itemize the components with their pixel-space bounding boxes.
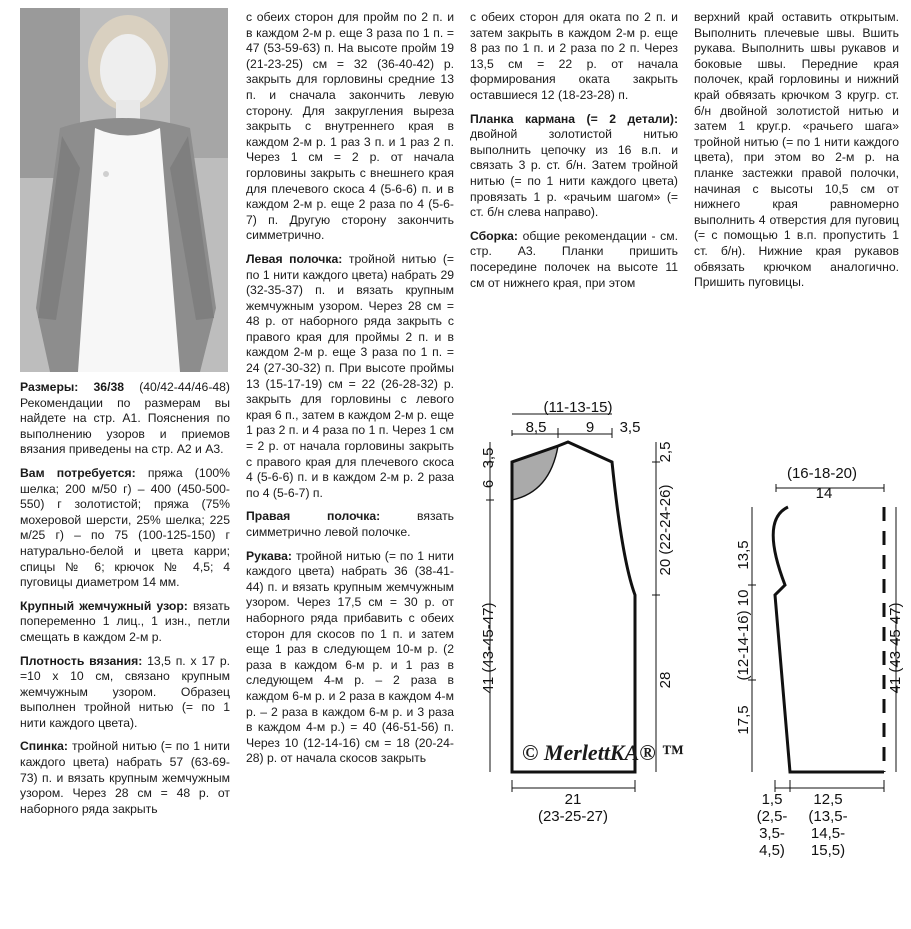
sizes-main: 36/38	[93, 380, 125, 394]
materials-label: Вам потребуется:	[20, 465, 136, 480]
pocket-paragraph	[470, 112, 678, 221]
gauge-paragraph	[20, 654, 230, 732]
sizes-label: Размеры:	[20, 380, 79, 394]
back-paragraph	[20, 739, 230, 817]
sleeve-top-label: (16-18-20)	[786, 465, 858, 482]
back-label: Спинка:	[20, 739, 68, 754]
left-6-label: 6	[480, 479, 497, 489]
pattern-paragraph	[20, 599, 230, 646]
bottom-21b-label: (23-25-27)	[537, 808, 609, 825]
pattern-diagram	[460, 380, 911, 924]
materials-text: пряжа (100% шелка; 200 м/50 г) – 400 (450-500-550) г золотистой; пряжа (75% мохеровой шерсти, 25% шелка; 225 м/25 г) – по 75 (100-125-150) г натурально-белой и цвета карри; спицы № 6; крючок № 4,5; 4 пуговицы диаметром 14 мм.	[20, 465, 230, 590]
neck-a-label: 8,5	[525, 419, 547, 436]
sleeves-text: тройной нитью (= по 1 нити каждого цвета) набрать 36 (38-41-44) п. и вязать крупным жемчужным узором. Через 17,5 см = 30 р. от наборного ряда прибавить с обеих сторон для скосов по 1 п. и затем еще 1 раз в следующем 10-м р. (2 раза в каждом 6-м р. и 1 раз в следующем 4-м р. – 2 раза в каждом 6-м р. и 2 раза в каждом 4-м р. – 2 раза в каждом 6-м р. и 3 раза в каждом 4-м р.) = 40 (46-51-56) п. Через 10 (12-14-16) см = 18 (20-24-28) р. от начала скосов закрыть	[246, 548, 454, 766]
sleeve-b2-label: 12,5	[813, 791, 843, 808]
neck-c-label: 3,5	[619, 419, 641, 436]
right-20-label: 20 (22-24-26)	[657, 484, 674, 576]
sleeve-outline	[773, 507, 884, 772]
sleeve-10-label: (12-14-16) 10	[735, 589, 752, 681]
right-28-label: 28	[657, 671, 674, 689]
bottom-21-label: 21	[564, 791, 582, 808]
assembly-continued: верхний край оставить открытым. Выполнить плечевые швы. Вшить рукава. Выполнить швы рукавов и боковые швы. Передние края полочек, край горловины и нижний край обвязать крючком 3 кругр. ст. б/н двойной золотистой нитью и затем 1 круг.р. «рачьего шага» тройной нитью (= по 1 нити каждого цвета), при этом во 2-м р. на планке застежки правой полочки, начиная с высоты 10,5 см от нижнего края равномерно выполнить 4 отверстия для пуговиц (= с помощью 1 в.п. пропустить 1 ст. б/н). Нижние края рукавов обвязать крючком аналогично. Пришить пуговицы.	[694, 10, 899, 290]
gauge-text: 13,5 п. x 17 р. =10 x 10 см, связано крупным жемчужным узором. Образец выполнен тройной нитью (= по 1 нити каждого цвета).	[20, 653, 230, 730]
left-35-label: 3,5	[480, 447, 497, 469]
column-2	[246, 10, 454, 775]
right-front-text: вязать симметрично левой полочке.	[246, 509, 454, 539]
sleeve-135-label: 13,5	[735, 540, 752, 570]
back-text: тройной нитью (= по 1 нити каждого цвета) набрать 57 (63-69-73) п. и вязать крупным жемчужным узором. Через 28 см = 48 р. от наборного ряда закрыть	[20, 739, 230, 816]
assembly-paragraph	[470, 229, 678, 291]
sleeves-label: Рукава:	[246, 548, 292, 563]
sleeves-paragraph	[246, 549, 454, 767]
sleeve-41-label: 41 (43-45-47)	[887, 602, 904, 694]
column-4	[694, 10, 899, 299]
sleeve-schematic	[773, 507, 884, 772]
column-1	[20, 380, 230, 825]
materials-paragraph	[20, 466, 230, 591]
model-photo	[20, 8, 228, 372]
sleeve-b1-label: 1,5	[761, 791, 783, 808]
left-front-text: тройной нитью (= по 1 нити каждого цвета) набрать 29 (32-35-37) п. и вязать крупным жемчужным узором. Через 28 см = 48 р. от наборного ряда закрыть с правого края для проймы 2 п. и в каждом 2-м р. еще 3 раза по 1 п. = 24 (27-30-32) п. При высоте проймы 13 (15-17-19) см = 22 (26-28-32) р. закрыть для горловины с левого края 6 п., затем в каждом 2-м р. еще 1 раз 2 п. и 4 раза по 1 п. Через 1 см = 2 р. от начала горловины закрыть с правого края для плечевого скоса 4 (5-6-6) п. и в каждом 2-м р. 2 раза по 4 (5-6-7) п.	[246, 251, 454, 500]
sleeve-b2a-label: (13,5-	[808, 808, 848, 825]
sleeve-175-label: 17,5	[735, 705, 752, 735]
assembly-text: общие рекомендации - см. стр. А3. Планки пришить посередине полочек на высоте 11 см от нижнего края, при этом	[470, 228, 679, 290]
pocket-label: Планка кармана (= 2 детали):	[470, 111, 678, 126]
sizes-rest: (40/42-44/46-48)	[139, 380, 230, 394]
assembly-label: Сборка:	[470, 228, 518, 243]
left-front-label: Левая полочка:	[246, 251, 343, 266]
column-3	[470, 10, 678, 299]
sleeve-b1a-label: (2,5-	[756, 808, 788, 825]
sleeve-b1b-label: 3,5-	[759, 825, 785, 842]
left-front-paragraph	[246, 252, 454, 502]
neck-total-label: (11-13-15)	[543, 399, 613, 416]
body-schematic	[512, 442, 635, 772]
sleeve-b2c-label: 15,5)	[810, 842, 846, 859]
pattern-label: Крупный жемчужный узор:	[20, 598, 188, 613]
sizes-paragraph	[20, 380, 230, 458]
sleeve-top2-label: 14	[815, 485, 833, 502]
pattern-text: вязать попеременно 1 лиц., 1 изн., петли смещать в каждом 2-м р.	[20, 598, 231, 644]
sizes-text: Рекомендации по размерам вы найдете на стр. А1. Пояснения по выполнению узоров и приемов вязания приведены на стр. А2 и А3.	[20, 395, 230, 457]
right-25-label: 2,5	[657, 441, 674, 463]
sleeve-b2b-label: 14,5-	[810, 825, 846, 842]
right-front-paragraph	[246, 509, 454, 540]
pocket-text: двойной золотистой нитью выполнить цепочку из 16 в.п. и связать 3 р. ст. б/н. Затем тройной нитью (= по 1 нити каждого цвета) провязать 1 р. «рачьим шагом» (= ст. б/н слева направо).	[470, 127, 678, 220]
gauge-label: Плотность вязания:	[20, 653, 143, 668]
right-front-label: Правая полочка:	[246, 509, 381, 524]
watermark: © MerlettKA® ™	[522, 740, 684, 765]
left-41-label: 41 (43-45-47)	[480, 602, 497, 694]
sleeve-b1c-label: 4,5)	[759, 842, 785, 859]
sleeves-continued: с обеих сторон для оката по 2 п. и затем закрыть в каждом 2-м р. еще 8 раз по 1 п. и 2 раза по 2 п. Через 13,5 см = 22 р. от начала формирования оката закрыть оставшиеся 12 (18-23-28) п.	[470, 10, 678, 102]
neck-b-label: 9	[585, 419, 595, 436]
back-continued: с обеих сторон для пройм по 2 п. и в каждом 2-м р. еще 3 раза по 1 п. = 47 (53-59-63) п. На высоте пройм 19 (21-23-25) см = 32 (36-40-42) р. закрыть для горловины средние 13 п. и сначала закончить левую сторону. Для закругления выреза закрыть с внутреннего края в каждом 2-м р. 1 раз 3 п. и 1 раз 2 п. Через 1 см = 2 р. от начала горловины закрыть с внешнего края для плечевого скоса 4 (5-6-6) п. и в каждом 2-м р. еще 2 раза по 4 (5-6-7) п. Другую сторону закончить симметрично.	[246, 10, 454, 243]
